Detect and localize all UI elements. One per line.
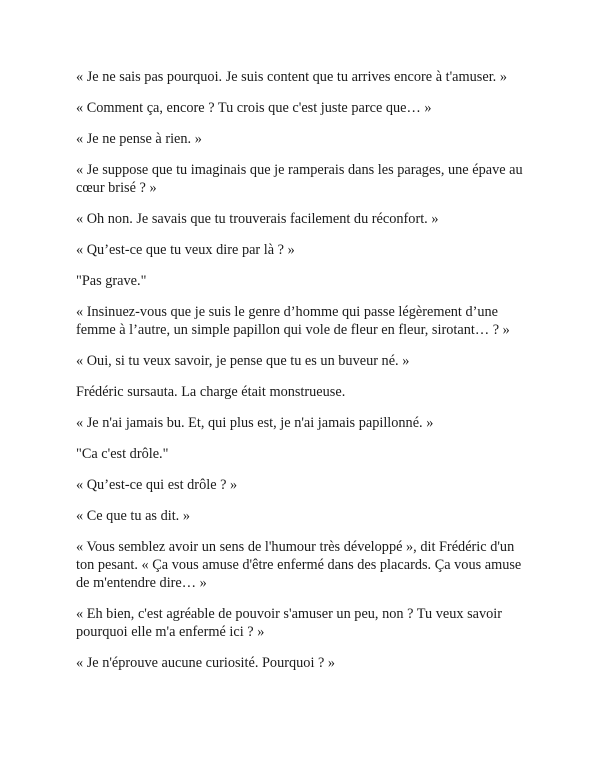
paragraph-4: « Je suppose que tu imaginais que je ramperais dans les parages, une épave au cœur brisé ? » xyxy=(76,162,523,196)
paragraph-6: « Qu’est-ce que tu veux dire par là ? » xyxy=(76,242,295,258)
paragraph-13: « Qu’est-ce qui est drôle ? » xyxy=(76,477,238,493)
paragraph-15: « Vous semblez avoir un sens de l'humour très développé », dit Frédéric d'un ton pesant. « Ça vous amuse d'être enfermé dans des placards. Ça vous amuse de m'entendre dire… » xyxy=(76,539,522,591)
paragraph-16: « Eh bien, c'est agréable de pouvoir s'amuser un peu, non ? Tu veux savoir pourquoi elle m'a enfermé ici ? » xyxy=(76,606,503,640)
paragraph-7: "Pas grave." xyxy=(76,273,147,289)
paragraph-10: Frédéric sursauta. La charge était monstrueuse. xyxy=(76,384,346,400)
paragraph-1: « Je ne sais pas pourquoi. Je suis content que tu arrives encore à t'amuser. » xyxy=(76,69,507,85)
paragraph-2: « Comment ça, encore ? Tu crois que c'est juste parce que… » xyxy=(76,100,432,116)
paragraph-3: « Je ne pense à rien. » xyxy=(76,131,202,147)
paragraph-5: « Oh non. Je savais que tu trouverais facilement du réconfort. » xyxy=(76,211,439,227)
paragraph-11: « Je n'ai jamais bu. Et, qui plus est, je n'ai jamais papillonné. » xyxy=(76,415,434,431)
paragraph-8: « Insinuez-vous que je suis le genre d’homme qui passe légèrement d’une femme à l’autre, un simple papillon qui vole de fleur en fleur, sirotant… ? » xyxy=(76,304,510,338)
paragraph-9: « Oui, si tu veux savoir, je pense que tu es un buveur né. » xyxy=(76,353,410,369)
paragraph-14: « Ce que tu as dit. » xyxy=(76,508,190,524)
paragraph-17: « Je n'éprouve aucune curiosité. Pourquoi ? » xyxy=(76,655,336,671)
document-page xyxy=(76,68,536,685)
paragraph-12: "Ca c'est drôle." xyxy=(76,446,169,462)
